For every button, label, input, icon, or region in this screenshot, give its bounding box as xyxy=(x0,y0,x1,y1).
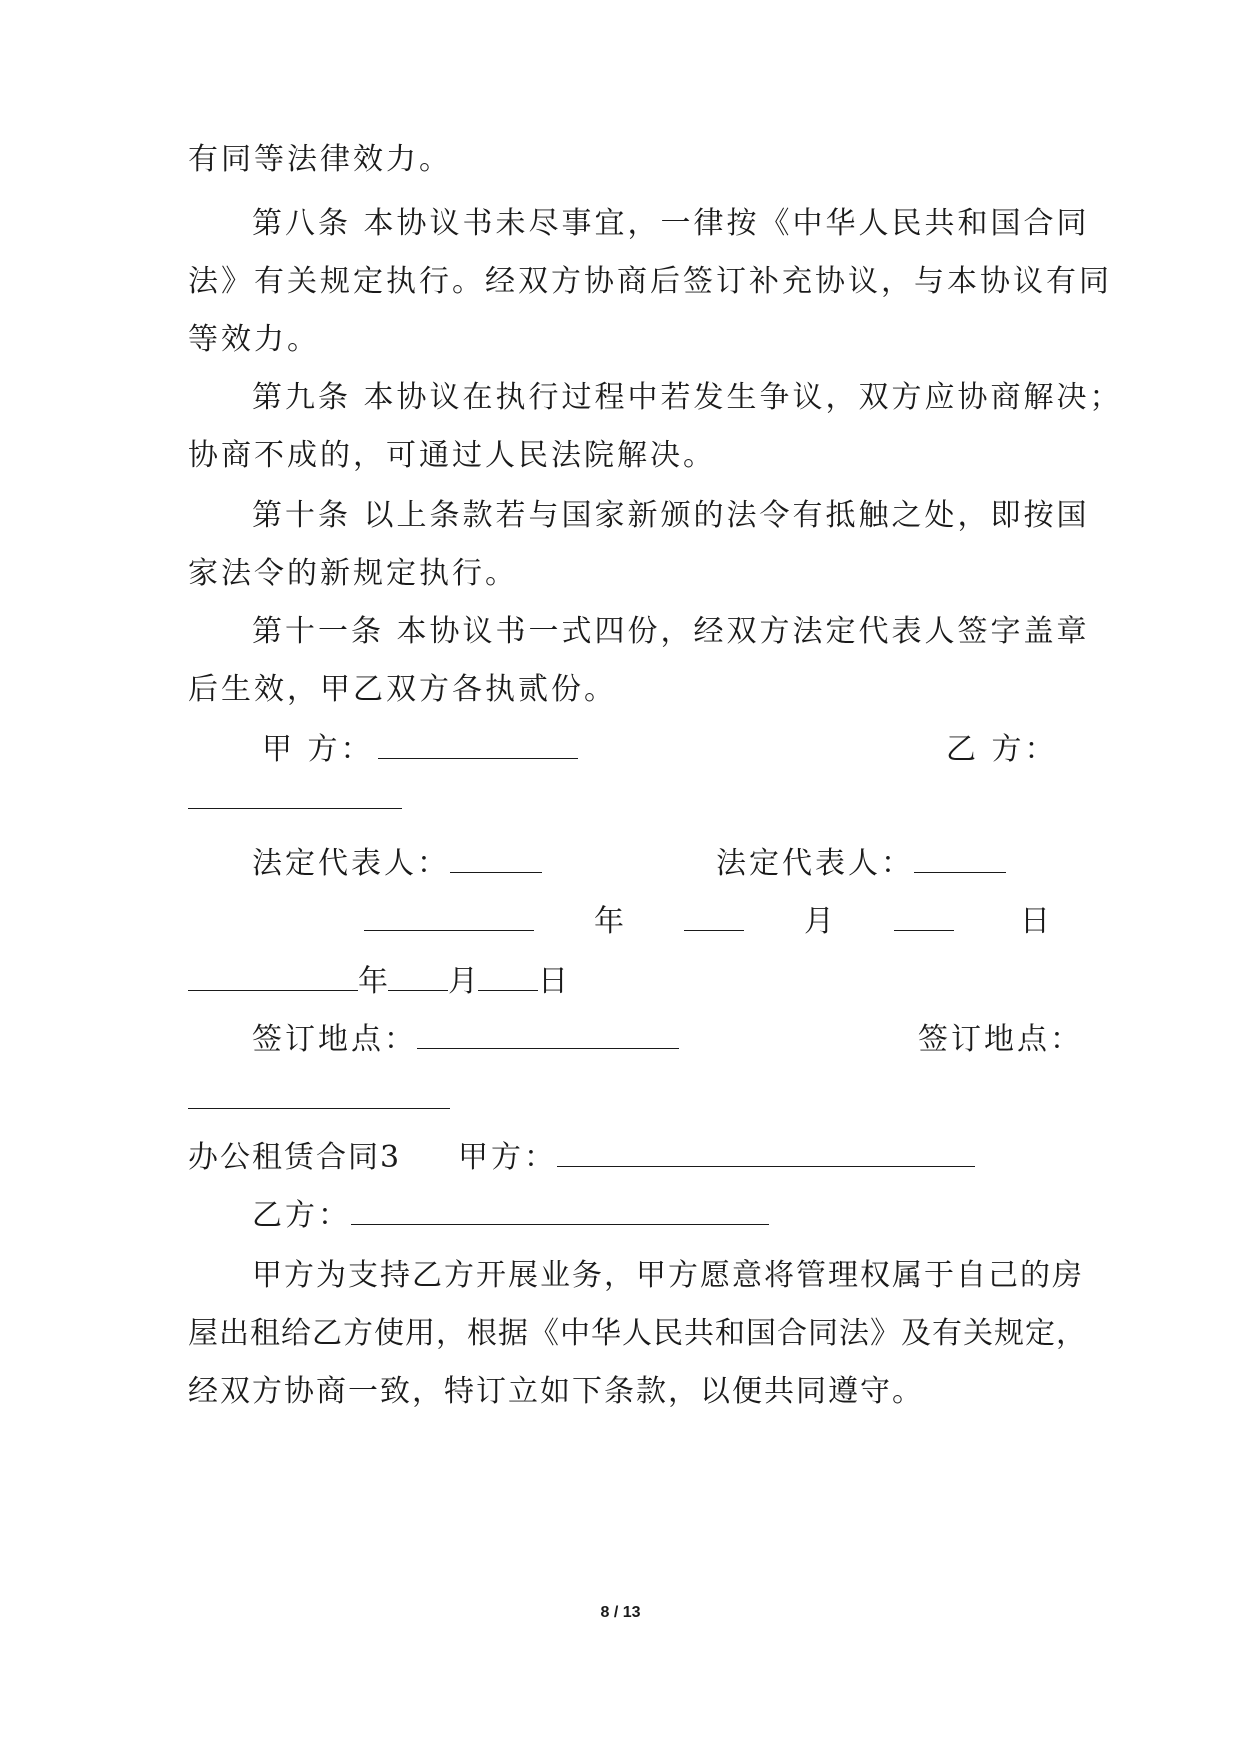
date-a-month: 月 xyxy=(804,904,837,939)
text-line: 等效力。 xyxy=(188,322,320,357)
text-line: 有同等法律效力。 xyxy=(188,142,452,177)
date-a-month-blank xyxy=(684,902,744,942)
contract3-party-b xyxy=(252,1196,769,1236)
place-b-signature xyxy=(188,1080,450,1120)
text-line: 协商不成的，可通过人民法院解决。 xyxy=(188,438,716,473)
date-b-day: 日 xyxy=(538,964,568,999)
date-b-year: 年 xyxy=(358,964,388,999)
place-a-blank xyxy=(417,1020,679,1049)
contract3-title: 办公租赁合同3 xyxy=(188,1140,402,1175)
rep-a-label: 法定代表人： xyxy=(252,846,450,881)
clause-10: 第十条 以上条款若与国家新颁的法令有抵触之处，即按国 xyxy=(252,498,1090,533)
contract3-party-b-label: 乙方： xyxy=(252,1198,351,1233)
place-b-label: 签订地点： xyxy=(918,1022,1083,1057)
contract3-party-a xyxy=(458,1138,975,1178)
page-number: 8 / 13 xyxy=(600,1604,641,1621)
place-a-label: 签订地点： xyxy=(252,1022,417,1057)
text-line: 屋出租给乙方使用，根据《中华人民共和国合同法》及有关规定， xyxy=(188,1316,1087,1351)
rep-a-signature xyxy=(252,844,542,884)
clause-9: 第九条 本协议在执行过程中若发生争议，双方应协商解决； xyxy=(252,380,1123,415)
clause-11: 第十一条 本协议书一式四份，经双方法定代表人签字盖章 xyxy=(252,614,1090,649)
rep-b-blank xyxy=(914,844,1006,873)
text-line: 经双方协商一致，特订立如下条款，以便共同遵守。 xyxy=(188,1374,924,1409)
contract3-party-a-blank xyxy=(557,1138,975,1167)
party-a-signature xyxy=(262,730,578,770)
date-a-year: 年 xyxy=(594,904,627,939)
place-a-signature xyxy=(252,1020,679,1060)
party-a-blank xyxy=(378,730,578,759)
rep-a-blank xyxy=(450,844,542,873)
date-b xyxy=(188,962,568,1002)
place-b-blank xyxy=(188,1080,450,1109)
rep-b-signature xyxy=(716,844,1006,884)
party-b-signature xyxy=(188,780,402,820)
text-line: 家法令的新规定执行。 xyxy=(188,556,518,591)
clause-8: 第八条 本协议书未尽事宜，一律按《中华人民共和国合同 xyxy=(252,206,1090,241)
rep-b-label: 法定代表人： xyxy=(716,846,914,881)
text-line: 法》有关规定执行。经双方协商后签订补充协议，与本协议有同 xyxy=(188,264,1112,299)
date-a-day-blank xyxy=(894,902,954,942)
party-b-blank xyxy=(188,780,402,809)
text-line: 后生效，甲乙双方各执贰份。 xyxy=(188,672,617,707)
contract3-party-a-label: 甲方： xyxy=(458,1140,557,1175)
contract3-party-b-blank xyxy=(351,1196,769,1225)
contract3-intro: 甲方为支持乙方开展业务，甲方愿意将管理权属于自己的房 xyxy=(252,1258,1084,1293)
date-a-year-blank xyxy=(364,902,534,942)
date-b-month: 月 xyxy=(448,964,478,999)
party-a-label: 甲 方： xyxy=(262,732,374,767)
date-a-day: 日 xyxy=(1020,904,1053,939)
party-b-label: 乙 方： xyxy=(946,732,1058,767)
